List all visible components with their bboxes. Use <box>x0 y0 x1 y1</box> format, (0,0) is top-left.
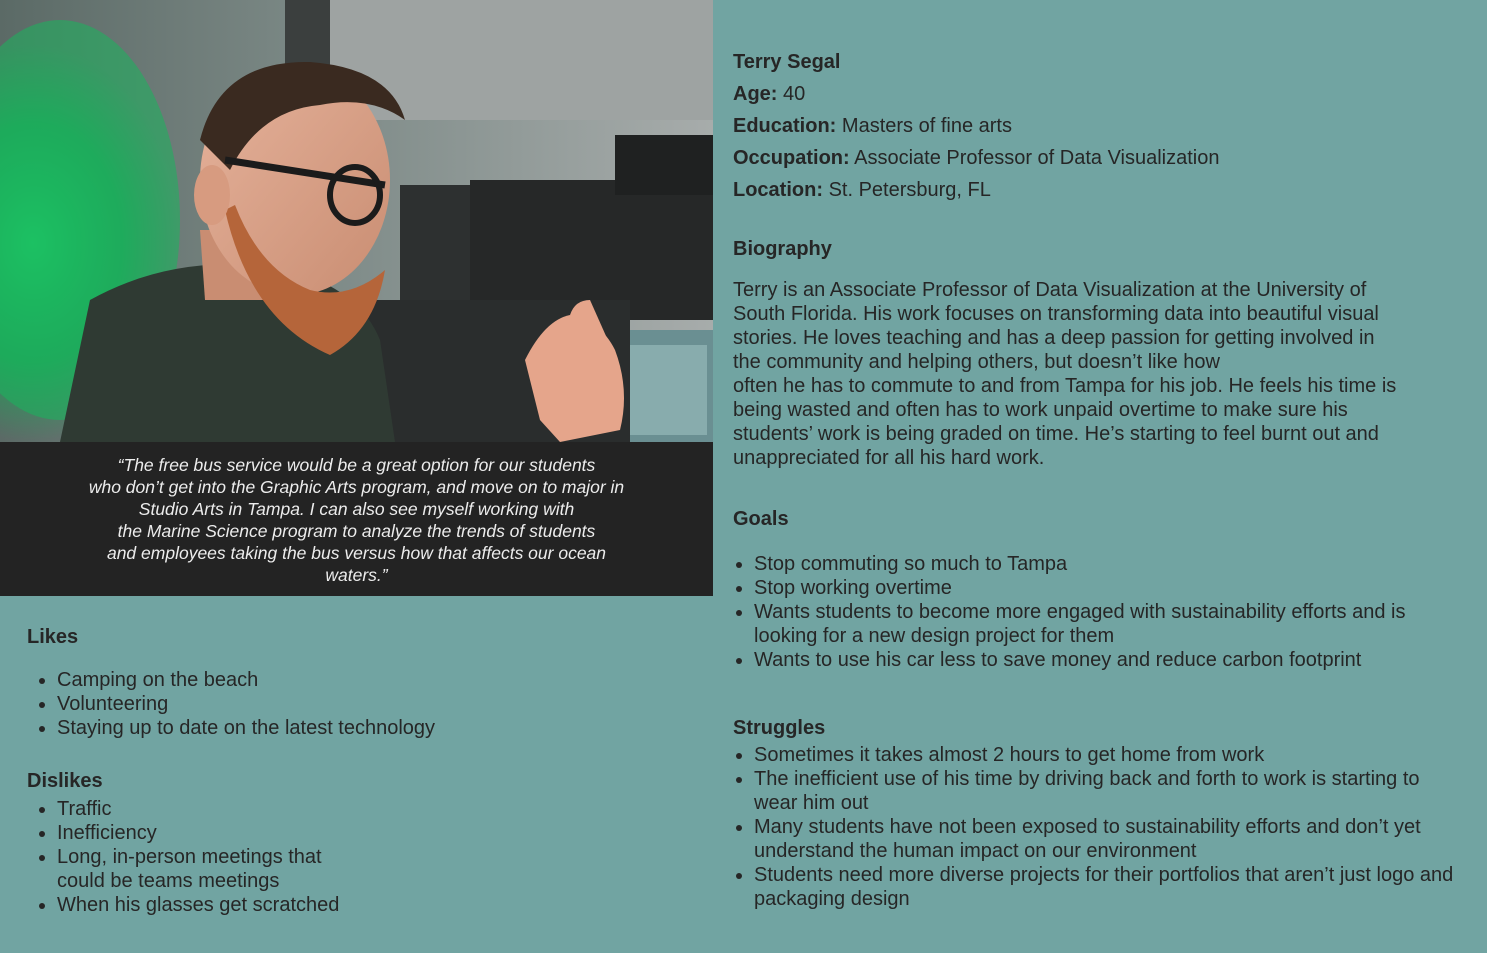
list-item: • When his glasses get scratched <box>57 893 687 917</box>
age-row <box>733 78 1463 110</box>
struggles-list <box>733 743 1463 911</box>
quote-line: waters.” <box>325 565 388 585</box>
list-item: • Volunteering <box>57 692 687 716</box>
persona-photo-illustration <box>0 0 713 442</box>
list-item: • Stop commuting so much to Tampa <box>754 552 1463 576</box>
list-item: • Staying up to date on the latest technology <box>57 716 687 740</box>
list-item: • Wants students to become more engaged with sustainability efforts and is looking for a new design project for them <box>754 600 1463 648</box>
location-label: Location: <box>733 179 823 201</box>
education-row <box>733 110 1463 142</box>
occupation-row <box>733 142 1463 174</box>
list-item: • Inefficiency <box>57 821 687 845</box>
bio-line: often he has to commute to and from Tampa for his job. He feels his time is <box>733 375 1397 397</box>
likes-list <box>27 668 687 740</box>
list-item: • Camping on the beach <box>57 668 687 692</box>
bio-line: being wasted and often has to work unpaid overtime to make sure his <box>733 399 1348 421</box>
list-item: • Long, in-person meetings that could be teams meetings <box>57 845 347 893</box>
dislikes-heading: Dislikes <box>27 770 103 792</box>
dislikes-list <box>27 797 687 917</box>
list-item: • Sometimes it takes almost 2 hours to get home from work <box>754 743 1463 767</box>
quote-line: “The free bus service would be a great option for our students <box>117 455 596 475</box>
occupation-label: Occupation: <box>733 147 850 169</box>
struggles-heading: Struggles <box>733 717 826 739</box>
biography-heading: Biography <box>733 238 832 260</box>
likes-heading: Likes <box>27 626 79 648</box>
list-item: • The inefficient use of his time by driving back and forth to work is starting to wear him out <box>754 767 1463 815</box>
list-item: • Stop working overtime <box>754 576 1463 600</box>
list-item: • Wants to use his car less to save money and reduce carbon footprint <box>754 648 1463 672</box>
goals-list <box>733 552 1463 672</box>
persona-name <box>733 46 1463 78</box>
list-item: • Traffic <box>57 797 687 821</box>
quote-box <box>0 442 713 596</box>
education-value: Masters of fine arts <box>841 115 1012 137</box>
age-value: 40 <box>783 83 806 105</box>
list-item: • Students need more diverse projects for their portfolios that aren’t just logo and packaging design <box>754 863 1463 911</box>
quote-line: and employees taking the bus versus how that affects our ocean <box>106 543 607 563</box>
quote-line: who don’t get into the Graphic Arts program, and move on to major in <box>88 477 625 497</box>
list-item: • Many students have not been exposed to sustainability efforts and don’t yet understand the human impact on our environment <box>754 815 1463 863</box>
bio-line: South Florida. His work focuses on transforming data into beautiful visual <box>733 303 1379 325</box>
occupation-value: Associate Professor of Data Visualization <box>854 147 1220 169</box>
bio-line: stories. He loves teaching and has a deep passion for getting involved in <box>733 327 1375 349</box>
right-column <box>733 46 1463 911</box>
location-row <box>733 174 1463 206</box>
persona-photo <box>0 0 713 442</box>
name-value: Terry Segal <box>733 51 841 73</box>
quote-line: Studio Arts in Tampa. I can also see myself working with <box>138 499 575 519</box>
location-value: St. Petersburg, FL <box>828 179 991 201</box>
bio-line: students’ work is being graded on time. He’s starting to feel burnt out and <box>733 423 1379 445</box>
education-label: Education: <box>733 115 837 137</box>
bio-line: Terry is an Associate Professor of Data Visualization at the University of <box>733 279 1367 301</box>
goals-heading: Goals <box>733 508 789 530</box>
biography-text <box>733 278 1463 470</box>
bio-line: unappreciated for all his hard work. <box>733 447 1045 469</box>
quote-line: the Marine Science program to analyze the trends of students <box>117 521 596 541</box>
bio-line: the community and helping others, but doesn’t like how <box>733 351 1220 373</box>
left-column <box>27 624 687 917</box>
age-label: Age: <box>733 83 778 105</box>
